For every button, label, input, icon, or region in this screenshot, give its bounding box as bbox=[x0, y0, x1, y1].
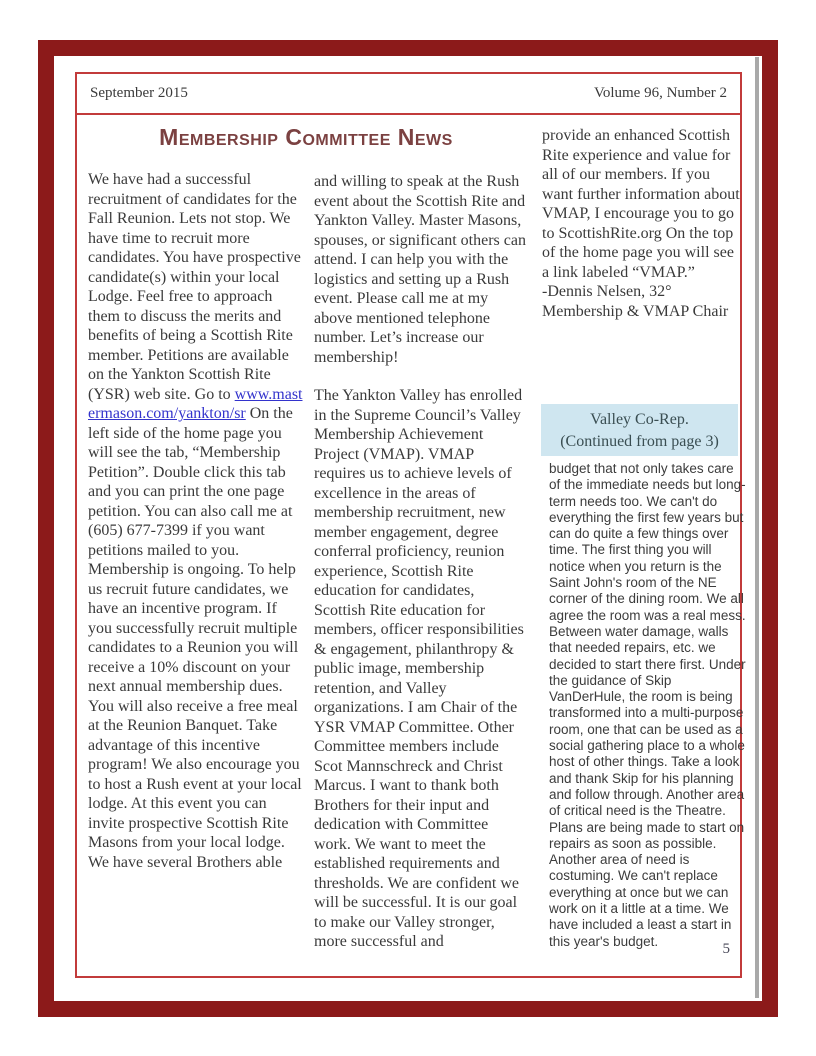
page-title: Membership Committee News bbox=[159, 124, 453, 150]
mastermason-website-link[interactable]: www.mastermason.com/yankton/sr bbox=[88, 385, 303, 422]
issue-date: September 2015 bbox=[90, 85, 188, 101]
continued-title-line-2: (Continued from page 3) bbox=[560, 433, 719, 450]
page-number: 5 bbox=[722, 941, 730, 957]
continued-paragraph: budget that not only takes care of the immediate needs but long-term needs too. We can't do everything the first few years but can do quite a few things over time. The first thing you will notice when you return is the Saint John's room of the NE corner of the dining room. We all agree the room was a real mess. Between water damage, walls that needed repairs, etc. we decided to start there first. Under the guidance of Skip VanDerHule, the room is being transformed into a multi-purpose room, one that can be used as a social gathering place to a whole host of other things. Take a look and thank Skip for his planning and follow through. Another area of critical need is the Theatre. Plans are being made to start on repairs as soon as possible. Another area of need is costuming. We can't replace everything at once but we can work on it a little at a time. We have included a least a start in this year's budget. bbox=[549, 461, 746, 949]
author-role: Membership & VMAP Chair bbox=[542, 302, 729, 320]
column-2 bbox=[314, 172, 528, 952]
issue-volume: Volume 96, Number 2 bbox=[593, 85, 727, 101]
valley-co-rep-heading-box bbox=[541, 404, 738, 456]
column-1-text-before-link: We have had a successful recruitment of candidates for the Fall Reunion. Lets not stop. We have time to recruit more candidates. You have prospective candidate(s) within your local Lodge. Feel free to approach them to discuss the merits and benefits of being a Scottish Rite member. Petitions are available on the Yankton Scottish Rite (YSR) web site. Go to bbox=[88, 171, 301, 403]
continued-title-line-1: Valley Co-Rep. bbox=[590, 411, 689, 428]
right-shadow-line bbox=[755, 57, 759, 998]
column-1-text-after-link: On the left side of the home page you will see the tab, “Membership Petition”. Double click this tab and you can print the one page petition. You can also call me at (605) 677-7399 if you want petitions mailed to you. Membership is ongoing. To help us recruit future candidates, we have an incentive program. If you successfully recruit multiple candidates to a Reunion you will receive a 10% discount on your next annual membership dues. You will also receive a free meal at the Reunion Banquet. Take advantage of this incentive program! We also encourage you to host a Rush event at your local lodge. At this event you can invite prospective Scottish Rite Masons from your local lodge. We have several Brothers able bbox=[88, 405, 302, 871]
masthead bbox=[77, 74, 740, 115]
column-1-paragraph bbox=[88, 170, 304, 872]
column-3-upper bbox=[542, 126, 744, 321]
column-2-paragraph-1: and willing to speak at the Rush event about the Scottish Rite and Yankton Valley. Master Masons, spouses, or significant others can attend. I can help you with the logistics and setting up a Rush event. Please call me at my above mentioned telephone number. Let’s increase our membership! bbox=[314, 173, 526, 366]
column-2-paragraph-2: The Yankton Valley has enrolled in the Supreme Council’s Valley Membership Achievement Project (VMAP). VMAP requires us to achieve levels of excellence in the areas of membership recruitment, new member engagement, degree conferral proficiency, reunion experience, Scottish Rite education for candidates, Scottish Rite education for members, officer responsibilities & engagement, philanthropy & public image, membership retention, and Valley organizations. I am Chair of the YSR VMAP Committee. Other Committee members include Scot Mannschreck and Christ Marcus. I want to thank both Brothers for their input and dedication with Committee work. We want to meet the established requirements and thresholds. We are confident we will be successful. It is our goal to make our Valley stronger, more successful and bbox=[314, 387, 524, 950]
valley-co-rep-continued-text bbox=[549, 461, 748, 950]
column-1 bbox=[88, 170, 304, 872]
author-signature: -Dennis Nelsen, 32° bbox=[542, 283, 672, 300]
column-3-paragraph-1: provide an enhanced Scottish Rite experience and value for all of our members. If you want further information about VMAP, I encourage you to go to ScottishRite.org On the top of the home page you will see a link labeled “VMAP.” bbox=[542, 127, 740, 281]
